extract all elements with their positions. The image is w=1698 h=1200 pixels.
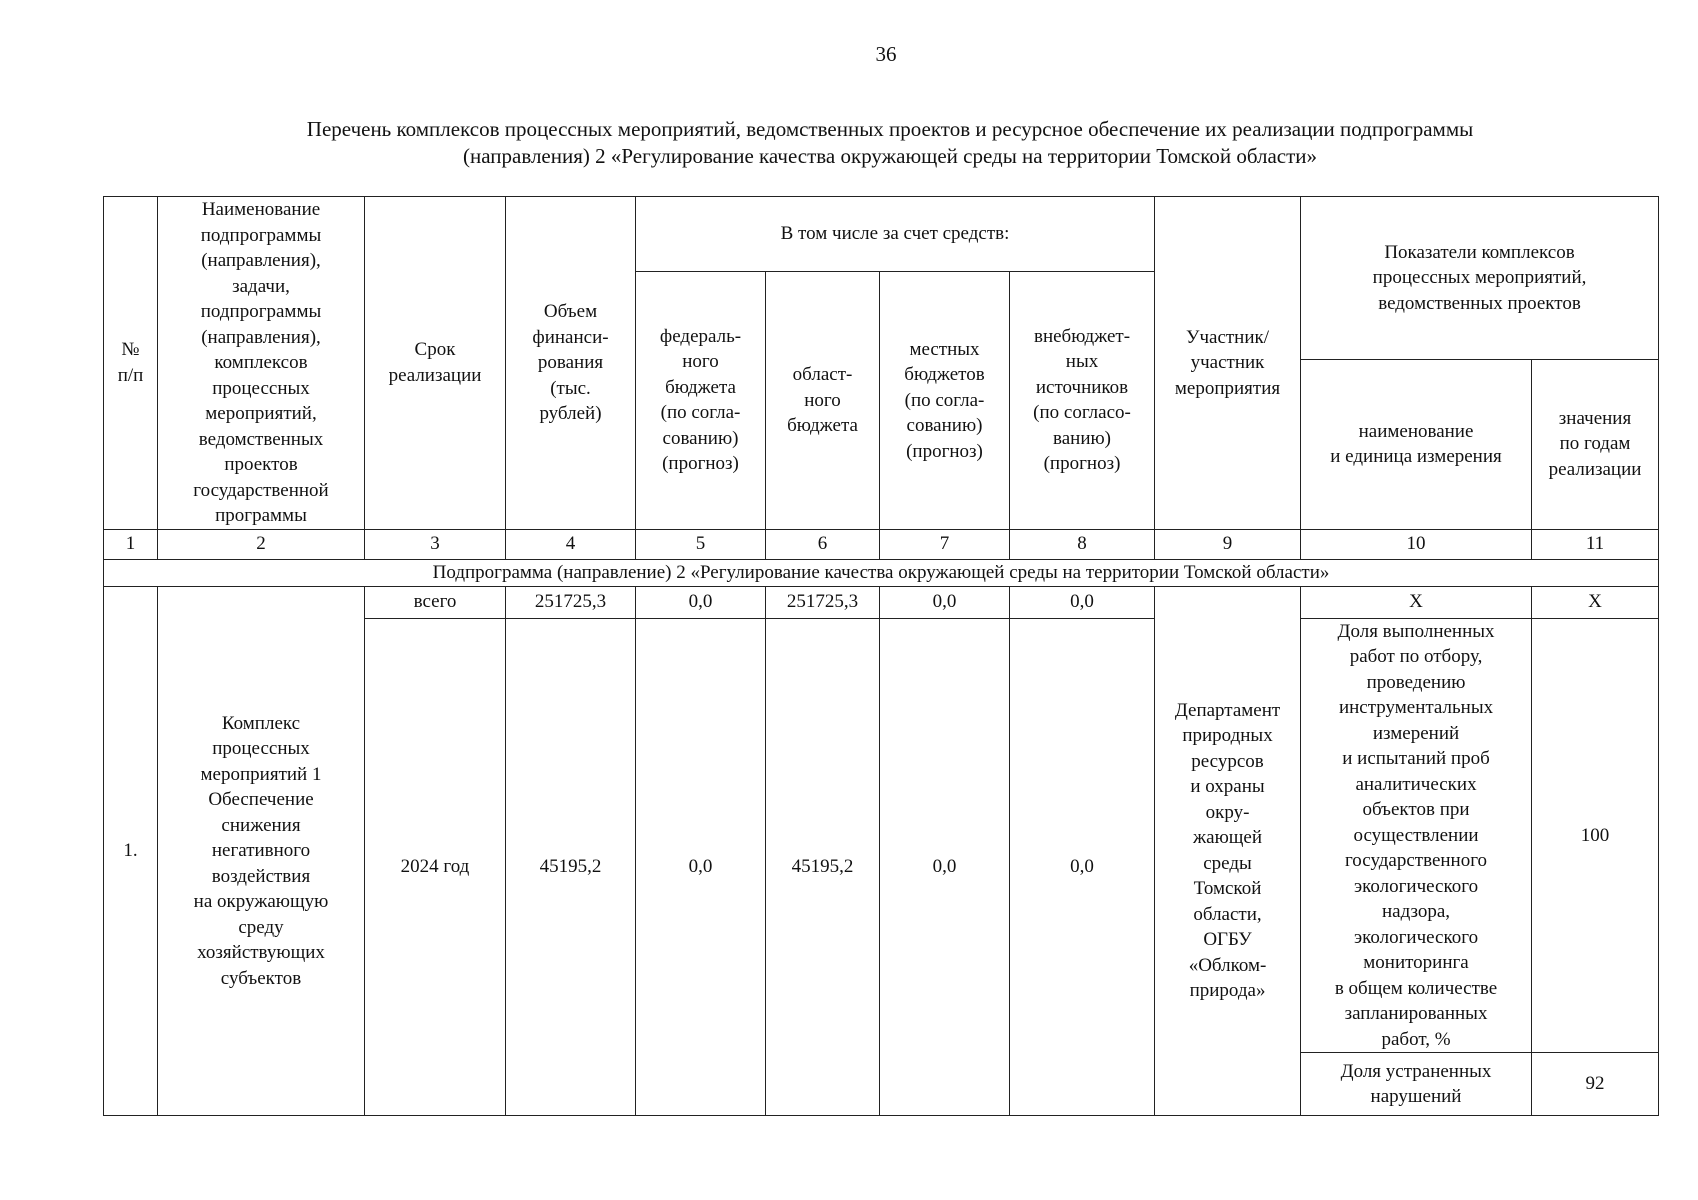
- volume-total: 251725,3: [506, 586, 636, 618]
- text-line: Показатели комплексов: [1384, 241, 1575, 263]
- header-offbudget: [1010, 272, 1155, 530]
- text-line: инструментальных: [1338, 697, 1494, 718]
- column-number: 2: [158, 529, 365, 559]
- regional-total: 251725,3: [766, 586, 880, 618]
- header-regional: [766, 272, 880, 530]
- local-2024: 0,0: [880, 618, 1010, 1116]
- text-line: рублей): [539, 403, 602, 424]
- text-line: ведомственных проектов: [1378, 292, 1581, 314]
- column-number: 9: [1155, 529, 1301, 559]
- text-line: значения: [1558, 407, 1632, 429]
- text-line: проектов: [224, 454, 298, 475]
- text-line: работ, %: [1381, 1028, 1451, 1050]
- text-line: бюджета: [665, 376, 736, 398]
- text-line: ного: [682, 351, 719, 373]
- text-line: комплексов: [214, 352, 308, 373]
- text-line: процессных мероприятий,: [1372, 267, 1587, 288]
- text-line: (прогноз): [906, 440, 983, 462]
- offbudget-total: 0,0: [1010, 586, 1155, 618]
- text-line: бюджета: [787, 415, 858, 436]
- text-line: ОГБУ: [1203, 929, 1252, 951]
- text-line: ресурсов: [1191, 750, 1264, 772]
- text-line: Доля выполненных: [1337, 620, 1495, 642]
- federal-2024: 0,0: [636, 618, 766, 1116]
- header-number: [104, 197, 158, 530]
- text-line: воздействия: [211, 865, 311, 887]
- text-line: Департамент: [1174, 699, 1281, 721]
- text-line: аналитических: [1355, 773, 1477, 795]
- column-number: 8: [1010, 529, 1155, 559]
- text-line: источников: [1035, 376, 1129, 398]
- text-line: (прогноз): [662, 453, 739, 475]
- text-line: (направления),: [201, 250, 321, 271]
- subprogram-title: Подпрограмма (направление) 2 «Регулирование качества окружающей среды на территории Томской области»: [104, 559, 1659, 586]
- column-number: 1: [104, 529, 158, 559]
- text-line: негативного: [211, 840, 311, 861]
- text-line: ведомственных: [198, 428, 324, 450]
- header-indicator-values: [1532, 359, 1659, 529]
- text-line: природных: [1182, 725, 1273, 747]
- text-line: надзора,: [1381, 901, 1451, 922]
- indicator-2-name: [1301, 1053, 1532, 1116]
- text-line: и единица измерения: [1330, 446, 1502, 467]
- text-line: подпрограммы: [200, 301, 322, 322]
- column-number: 5: [636, 529, 766, 559]
- text-line: природа»: [1189, 980, 1266, 1002]
- indicator-value-x: Х: [1532, 586, 1659, 618]
- text-line: ванию): [1053, 427, 1112, 449]
- text-line: Томской: [1193, 878, 1262, 900]
- text-line: (по согласо-: [1033, 402, 1131, 424]
- text-line: ного: [804, 389, 841, 411]
- header-indicators: [1301, 197, 1659, 360]
- text-line: осуществлении: [1353, 824, 1479, 846]
- row-number: 1.: [104, 586, 158, 1116]
- text-line: на окружающую: [193, 891, 329, 912]
- text-line: Наименование: [201, 199, 321, 220]
- text-line: област-: [792, 364, 853, 385]
- local-total: 0,0: [880, 586, 1010, 618]
- program-table: [103, 196, 1659, 1116]
- indicator-1-value: 100: [1532, 618, 1659, 1053]
- text-line: местных: [909, 338, 980, 360]
- text-line: и охраны: [1190, 776, 1265, 798]
- text-line: задачи,: [232, 275, 290, 297]
- header-indicator-name: [1301, 359, 1532, 529]
- text-line: (тыс.: [550, 377, 591, 399]
- text-line: среды: [1203, 852, 1252, 874]
- text-line: Срок: [414, 339, 456, 361]
- text-line: реализации: [1548, 458, 1642, 480]
- header-funding-sources: В том числе за счет средств:: [636, 197, 1155, 272]
- column-number: 7: [880, 529, 1010, 559]
- column-number-row: [104, 529, 1659, 559]
- text-line: среду: [238, 916, 284, 938]
- offbudget-2024: 0,0: [1010, 618, 1155, 1116]
- header-federal: [636, 272, 766, 530]
- column-number: 6: [766, 529, 880, 559]
- text-line: финанси-: [532, 326, 609, 348]
- text-line: программы: [215, 505, 307, 526]
- activity-name: [158, 586, 365, 1116]
- title-line-1: Перечень комплексов процессных мероприятий, ведомственных проектов и ресурсное обеспечение их реализации подпрограммы: [306, 117, 1474, 141]
- indicator-name-x: Х: [1301, 586, 1532, 618]
- column-number: 11: [1532, 529, 1659, 559]
- participant: [1155, 586, 1301, 1116]
- text-line: области,: [1193, 903, 1262, 925]
- text-line: снижения: [221, 814, 301, 836]
- text-line: мониторинга: [1363, 952, 1469, 973]
- text-line: экологического: [1353, 875, 1479, 897]
- text-line: наименование: [1358, 420, 1474, 442]
- period-total: всего: [365, 586, 506, 618]
- text-line: сованию): [906, 415, 983, 436]
- text-line: Комплекс: [221, 712, 301, 734]
- column-number: 4: [506, 529, 636, 559]
- text-line: федераль-: [659, 325, 742, 347]
- text-line: реализации: [388, 364, 482, 386]
- federal-total: 0,0: [636, 586, 766, 618]
- text-line: Объем: [543, 301, 598, 322]
- text-line: (по согла-: [904, 389, 985, 411]
- indicator-2-value: 92: [1532, 1053, 1659, 1116]
- text-line: нарушений: [1370, 1086, 1462, 1107]
- text-line: рования: [537, 352, 604, 373]
- text-line: процессных: [212, 738, 310, 759]
- text-line: бюджетов: [904, 364, 985, 385]
- text-line: сованию): [662, 427, 739, 449]
- text-line: №: [121, 339, 140, 361]
- table-row-total: [104, 586, 1659, 618]
- header-local: [880, 272, 1010, 530]
- page-number: 36: [875, 42, 897, 66]
- text-line: хозяйствующих: [197, 942, 325, 963]
- subprogram-row: [104, 559, 1659, 586]
- text-line: мероприятий 1: [200, 763, 322, 785]
- text-line: по годам: [1559, 433, 1631, 455]
- text-line: Обеспечение: [208, 789, 314, 810]
- text-line: измерений: [1372, 722, 1460, 744]
- text-line: субъектов: [220, 967, 302, 989]
- text-line: окру-: [1205, 801, 1250, 823]
- header-name: [158, 197, 365, 530]
- text-line: мероприятия: [1174, 377, 1281, 399]
- title-line-2: (направления) 2 «Регулирование качества окружающей среды на территории Томской области»: [462, 144, 1318, 168]
- volume-2024: 45195,2: [506, 618, 636, 1116]
- header-volume: [506, 197, 636, 530]
- document-title: [160, 116, 1620, 170]
- text-line: Доля устраненных: [1340, 1060, 1492, 1082]
- text-line: внебюджет-: [1033, 325, 1131, 347]
- text-line: мероприятий,: [205, 403, 317, 424]
- text-line: и испытаний проб: [1342, 748, 1490, 769]
- text-line: проведению: [1366, 671, 1466, 693]
- indicator-1-name: [1301, 618, 1532, 1053]
- text-line: государственного: [1344, 850, 1488, 871]
- column-number: 10: [1301, 529, 1532, 559]
- text-line: экологического: [1353, 926, 1479, 948]
- text-line: государственной: [193, 479, 329, 501]
- text-line: ных: [1065, 351, 1099, 373]
- text-line: объектов при: [1362, 799, 1470, 820]
- header-period: [365, 197, 506, 530]
- text-line: Участник/: [1186, 326, 1270, 348]
- text-line: жающей: [1193, 827, 1263, 849]
- text-line: (прогноз): [1043, 453, 1121, 475]
- text-line: п/п: [117, 364, 144, 386]
- text-line: процессных: [212, 377, 310, 399]
- text-line: запланированных: [1344, 1003, 1488, 1024]
- text-line: работ по отбору,: [1349, 646, 1483, 667]
- text-line: подпрограммы: [200, 224, 322, 246]
- regional-2024: 45195,2: [766, 618, 880, 1116]
- period-2024: 2024 год: [365, 618, 506, 1116]
- text-line: «Облком-: [1188, 954, 1267, 976]
- text-line: (направления),: [201, 326, 321, 348]
- text-line: (по согла-: [660, 402, 741, 424]
- header-participant: [1155, 197, 1301, 530]
- text-line: в общем количестве: [1334, 977, 1498, 999]
- column-number: 3: [365, 529, 506, 559]
- text-line: участник: [1190, 352, 1265, 373]
